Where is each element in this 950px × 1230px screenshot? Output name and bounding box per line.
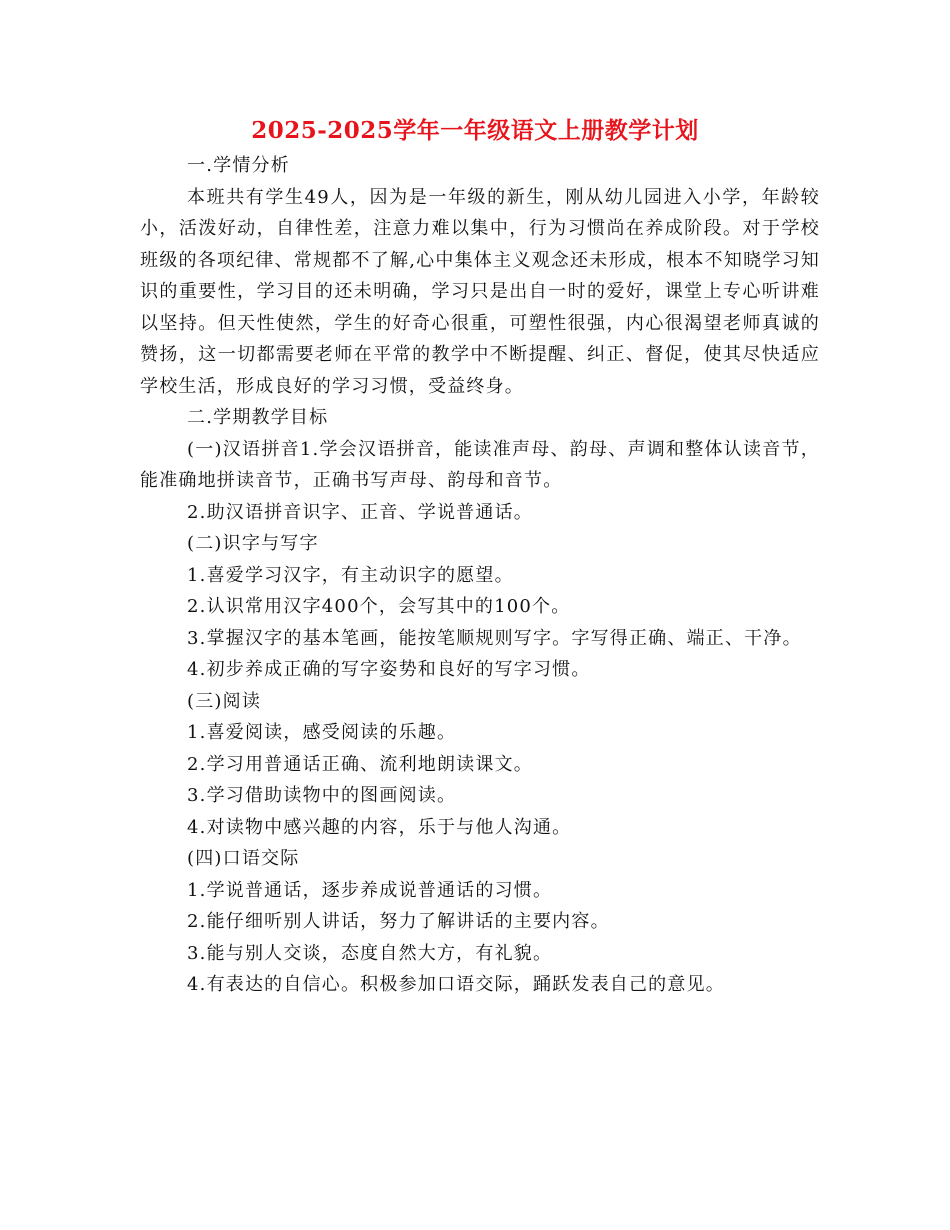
page-title: 2025-2025学年一年级语文上册教学计划	[251, 117, 699, 144]
list-item: 2.认识常用汉字400个，会写其中的100个。	[187, 596, 571, 617]
subsection-heading: (四)口语交际	[187, 848, 300, 869]
list-item: 4.初步养成正确的写字姿势和良好的写字习惯。	[187, 659, 591, 680]
list-item: 3.能与别人交谈，态度自然大方，有礼貌。	[187, 942, 553, 964]
list-item: 4.有表达的自信心。积极参加口语交际，踊跃发表自己的意见。	[187, 974, 725, 995]
section-heading: 二.学期教学目标	[187, 407, 329, 428]
list-item: 1.喜爱学习汉字，有主动识字的愿望。	[187, 564, 514, 586]
list-item: 4.对读物中感兴趣的内容，乐于与他人沟通。	[187, 816, 572, 838]
list-item: 3.学习借助读物中的图画阅读。	[187, 785, 457, 806]
list-item: 2.助汉语拼音识字、正音、学说普通话。	[187, 501, 533, 523]
paragraph: 本班共有学生49人，因为是一年级的新生，刚从幼儿园进入小学，年龄较小，活泼好动，自律性差，注意力难以集中，行为习惯尚在养成阶段。对于学校班级的各项纪律、常规都不了解,心中集体主义观念还未形成，根本不知晓学习知识的重要性，学习目的还未明确，学习只是出自一时的爱好，课堂上专心听讲难以坚持。但天性使然，学生的好奇心很重，可塑性很强，内心很渴望老师真诚的赞扬，这一切都需要老师在平常的教学中不断提醒、纠正、督促，使其尽快适应学校生活，形成良好的学习习惯，受益终身。	[140, 186, 820, 397]
subsection-heading: (二)识字与写字	[187, 533, 319, 554]
document-body	[140, 150, 820, 1001]
list-item: 1.喜爱阅读，感受阅读的乐趣。	[187, 722, 457, 743]
list-item: 3.掌握汉字的基本笔画，能按笔顺规则写字。字写得正确、端正、干净。	[187, 627, 802, 649]
list-item: 1.学说普通话，逐步养成说普通话的习惯。	[187, 879, 553, 901]
list-item: 2.能仔细听别人讲话，努力了解讲话的主要内容。	[187, 911, 610, 932]
section-heading: 一.学情分析	[187, 155, 290, 176]
subsection-heading: (三)阅读	[187, 690, 262, 712]
paragraph: (一)汉语拼音1.学会汉语拼音，能读准声母、韵母、声调和整体认读音节，能准确地拼读音节，正确书写声母、韵母和音节。	[140, 438, 820, 491]
list-item: 2.学习用普通话正确、流利地朗读课文。	[187, 753, 533, 775]
